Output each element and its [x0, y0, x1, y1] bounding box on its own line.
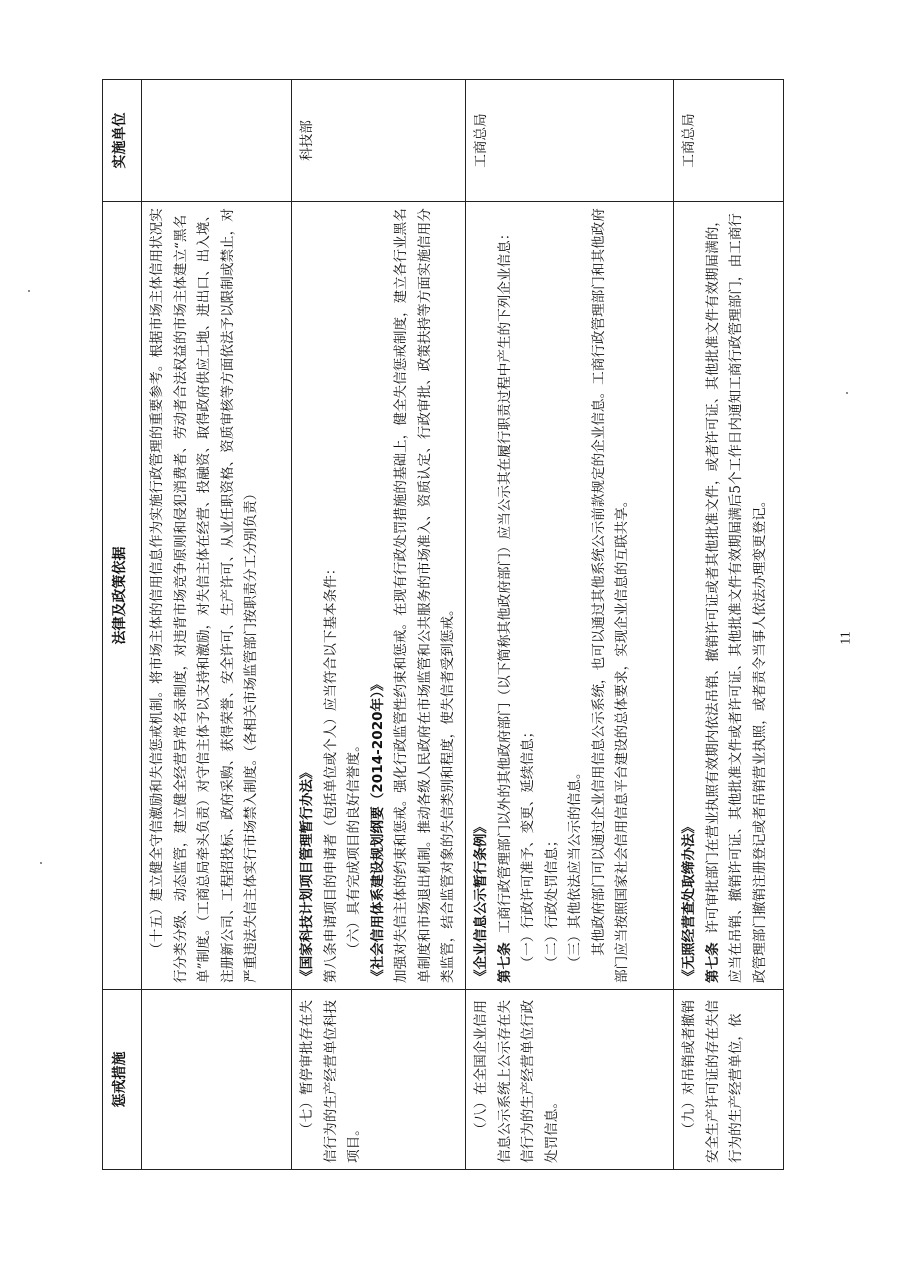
table-row — [674, 80, 784, 1170]
basis-cell — [674, 202, 784, 990]
list-item: （二）行政处罚信息； — [543, 833, 560, 970]
table-row — [292, 80, 466, 1170]
article-text: 工商行政管理部门以外的其他政府部门（以下简称其他政府部门）应当公示其在履行职责过程中产生的下列企业信息： — [496, 226, 513, 934]
table-header-row — [103, 80, 142, 1170]
table-row — [466, 80, 674, 1170]
rotated-document-sheet — [102, 80, 800, 1170]
law-title: 《无照经营查处取缔办法》 — [681, 819, 697, 983]
law-title: 《企业信息公示暂行条例》 — [473, 819, 489, 983]
basis-paragraph: （十五）建立健全守信激励和失信惩戒机制。将市场主体的信用信息作为实施行政管理的重要参考。根据市场主体信用状况实行分类分级、动态监管，建立健全经营异常名录制度，对违背市场竞争原则和侵犯消费者、劳动者合法权益的市场主体建立“黑名单”制度。（工商总局牵头负责）对守信主体予以支持和激励，对失信主体在经营、投融资、取得政府供应土地、进出口、出入境、注册新公司、工程招投标、政府采购、获得荣誉、安全许可、生产许可、从业任职资格、资质审核等方面依法予以限制或禁止，对严重违法失信主体实行市场禁入制度。（各相关市场监管部门按职责分工分别负责） — [149, 208, 259, 983]
scan-speck — [40, 862, 42, 864]
measure-text: （七）暂停审批存在失信行为的生产经营单位科技项目。 — [299, 999, 362, 1163]
scan-speck — [846, 392, 848, 394]
law-paragraph: 加强对失信主体的约束和惩戒。强化行政监管性约束和惩戒。在现有行政处罚措施的基础上，健全失信惩戒制度，建立各行业黑名单制度和市场退出机制。推动各级人民政府在市场监管和公共服务的市场准入、资质认定、行政审批、政策扶持等方面实施信用分类监管，结合监管对象的失信类别和程度，使失信者受到惩戒。 — [393, 208, 456, 983]
basis-cell — [142, 202, 292, 990]
page-number: 11 — [838, 631, 854, 645]
list-item: （一）行政许可准予、变更、延续信息； — [520, 724, 536, 970]
scan-speck — [28, 290, 30, 292]
law-line: （六）具有完成项目的良好信誉度。 — [346, 738, 362, 956]
law-title: 《社会信用体系建设规划纲要（2014-2020年）》 — [369, 677, 386, 983]
law-title: 《国家科技计划项目管理暂行办法》 — [299, 765, 315, 983]
basis-cell — [466, 202, 674, 990]
policy-table — [102, 79, 784, 1170]
unit-cell: 工商总局 — [674, 80, 784, 202]
article-paragraph — [702, 208, 773, 983]
unit-cell — [142, 80, 292, 202]
measure-cell — [674, 990, 784, 1170]
header-measures: 惩戒措施 — [103, 990, 142, 1170]
article-paragraph — [494, 208, 518, 983]
article-label: 第七条 — [704, 942, 721, 983]
closing-paragraph: 其他政府部门可以通过企业信用信息公示系统，也可以通过其他系统公示前款规定的企业信息。工商行政管理部门和其他政府部门应当按照国家社会信用信息平台建设的总体要求，实现企业信息的互联共享。 — [590, 208, 630, 983]
header-unit: 实施单位 — [103, 80, 142, 202]
article-label: 第七条 — [496, 942, 513, 983]
measure-cell — [142, 990, 292, 1170]
measure-cell — [292, 990, 466, 1170]
unit-cell: 科技部 — [292, 80, 466, 202]
header-basis: 法律及政策依据 — [103, 202, 142, 990]
measure-text: （八）在全国企业信用信息公示系统上公示存在失信行为的生产经营单位行政处罚信息。 — [473, 999, 560, 1163]
unit-cell: 工商总局 — [466, 80, 674, 202]
law-line: 第八条申请项目的申请者（包括单位或个人）应当符合以下基本条件： — [322, 561, 339, 983]
table-row — [142, 80, 292, 1170]
list-item: （三）其他依法应当公示的信息。 — [567, 765, 583, 970]
article-text: 许可审批部门在营业执照有效期内依法吊销、撤销许可证或者其他批准文件，或者许可证、其他批准文件有效期届满的，应当在吊销、撤销许可证、其他批准文件或者许可证、其他批准文件有效期届满后5个工作日内通知工商行政管理部门，由工商行政管理部门撤销注册登记或者吊销营业执照，或者责令当事人依法办理变更登记。 — [704, 213, 768, 983]
measure-cell — [466, 990, 674, 1170]
basis-cell — [292, 202, 466, 990]
measure-text: （九）对吊销或者撤销安全生产许可证的存在失信行为的生产经营单位，依 — [681, 999, 744, 1163]
